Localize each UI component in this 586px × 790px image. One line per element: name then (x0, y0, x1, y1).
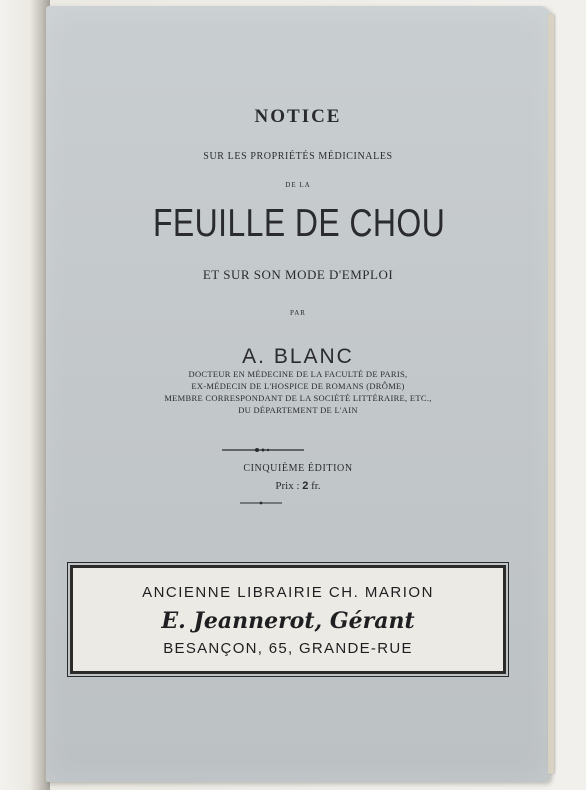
publisher-line-2: E. Jeannerot, Gérant (161, 608, 415, 634)
by-text: PAR (290, 309, 306, 317)
title-page (46, 6, 550, 782)
ornament-rule (46, 498, 550, 508)
edition-text: CINQUIÈME ÉDITION (243, 463, 353, 474)
publisher-label (70, 565, 506, 674)
credential-line: DOCTEUR EN MÉDECINE DE LA FACULTÉ DE PARIS, (188, 369, 408, 379)
price-label: Prix : (275, 480, 300, 492)
main-title: FEUILLE DE CHOU (152, 202, 446, 245)
credential-line: DU DÉPARTEMENT DE L'AIN (238, 405, 358, 415)
subtitle: ET SUR SON MODE D'EMPLOI (202, 267, 394, 282)
author-name: A. BLANC (242, 345, 354, 368)
publisher-line-1: ANCIENNE LIBRAIRIE CH. MARION (142, 584, 434, 601)
credential-line: MEMBRE CORRESPONDANT DE LA SOCIÉTÉ LITTÉRAIRE, ETC., (164, 393, 432, 403)
price-line (46, 480, 550, 492)
subheading: SUR LES PROPRIÉTÉS MÉDICINALES (203, 151, 393, 162)
heading-notice: NOTICE (254, 106, 342, 127)
credential-line: EX-MÉDECIN DE L'HOSPICE DE ROMANS (DRÔME) (191, 381, 405, 391)
ornament-rule (46, 445, 550, 455)
price-unit: fr. (311, 480, 321, 492)
price-value: 2 (302, 480, 309, 492)
connector-text: DE LA (285, 181, 311, 189)
publisher-line-3: BESANÇON, 65, GRANDE-RUE (163, 640, 413, 657)
